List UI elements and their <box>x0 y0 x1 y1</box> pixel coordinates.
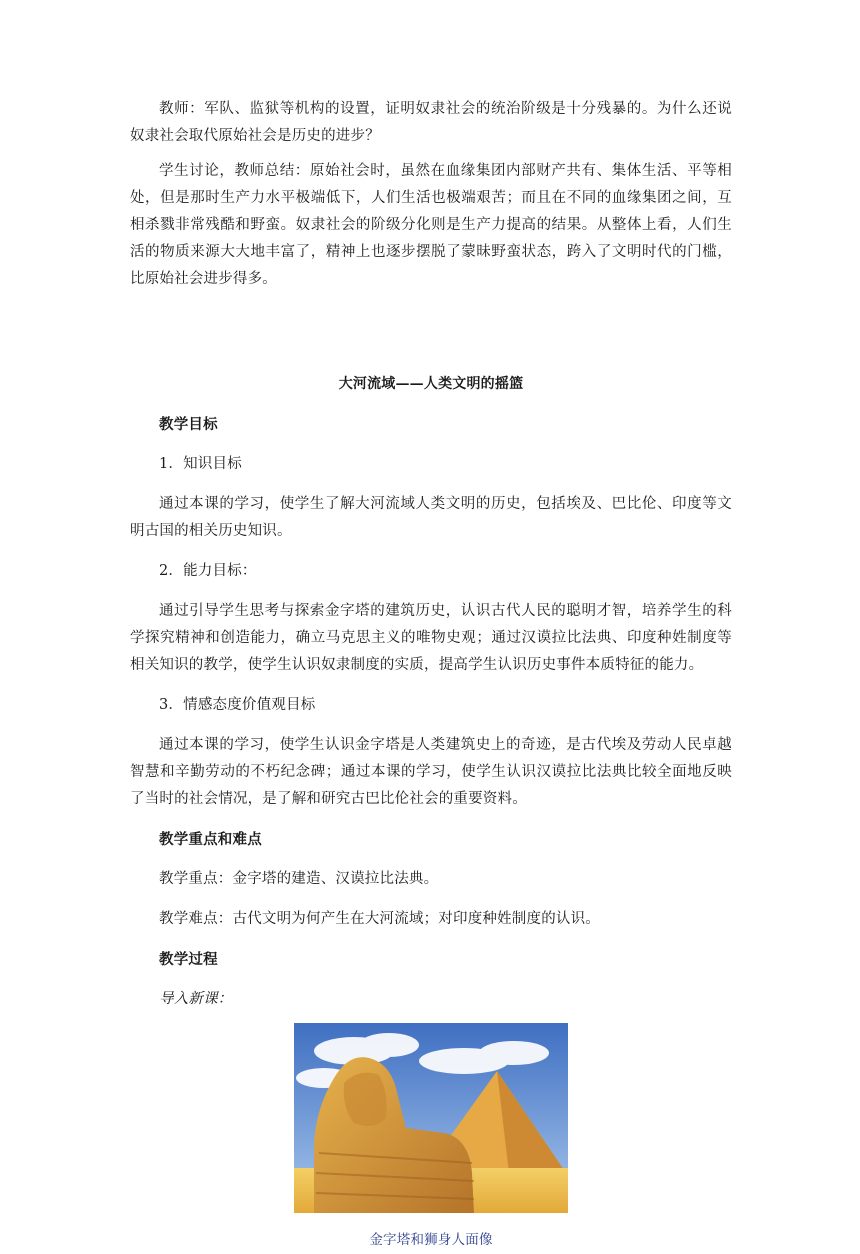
goal3-text: 通过本课的学习，使学生认识金字塔是人类建筑史上的奇迹，是古代埃及劳动人民卓越智慧和辛勤劳动的不朽纪念碑；通过本课的学习，使学生认识汉谟拉比法典比较全面地反映了当时的社会情况，是了解和研究古巴比伦社会的重要资料。 <box>130 737 732 807</box>
lesson-title: 大河流域——人类文明的摇篮 <box>338 376 524 392</box>
pyramid-sphinx-illustration <box>294 1023 568 1213</box>
goal1-label: 1．知识目标 <box>159 456 242 472</box>
intro-lead: 导入新课： <box>159 991 233 1007</box>
goal2-text: 通过引导学生思考与探索金字塔的建筑历史，认识古代人民的聪明才智，培养学生的科学探究精神和创造能力，确立马克思主义的唯物史观；通过汉谟拉比法典、印度种姓制度等相关知识的教学，使学生认识奴隶制度的实质，提高学生认识历史事件本质特征的能力。 <box>130 603 732 673</box>
goals-heading: 教学目标 <box>159 416 218 433</box>
goal3-label: 3．情感态度价值观目标 <box>159 697 316 713</box>
pyramid-sphinx-photo <box>294 1023 568 1213</box>
difficult-point: 教学难点：古代文明为何产生在大河流域；对印度种姓制度的认识。 <box>159 911 600 927</box>
section-gap <box>130 301 732 371</box>
document-page <box>130 96 732 1254</box>
goal2-label: 2．能力目标： <box>159 563 257 579</box>
goal1-text: 通过本课的学习，使学生了解大河流域人类文明的历史，包括埃及、巴比伦、印度等文明古国的相关历史知识。 <box>130 496 732 539</box>
intro-paragraph-1: 教师：军队、监狱等机构的设置，证明奴隶社会的统治阶级是十分残暴的。为什么还说奴隶社会取代原始社会是历史的进步？ <box>130 101 732 144</box>
figure-caption: 金字塔和狮身人面像 <box>369 1232 493 1248</box>
intro-paragraph-2: 学生讨论，教师总结：原始社会时，虽然在血缘集团内部财产共有、集体生活、平等相处，但是那时生产力水平极端低下，人们生活也极端艰苦；而且在不同的血缘集团之间，互相杀戮非常残酷和野蛮。奴隶社会的阶级分化则是生产力提高的结果。从整体上看，人们生活的物质来源大大地丰富了，精神上也逐步摆脱了蒙昧野蛮状态，跨入了文明时代的门槛，比原始社会进步得多。 <box>130 163 732 287</box>
process-heading: 教学过程 <box>159 951 218 968</box>
key-point: 教学重点：金字塔的建造、汉谟拉比法典。 <box>159 871 439 887</box>
key-points-heading: 教学重点和难点 <box>159 831 262 848</box>
